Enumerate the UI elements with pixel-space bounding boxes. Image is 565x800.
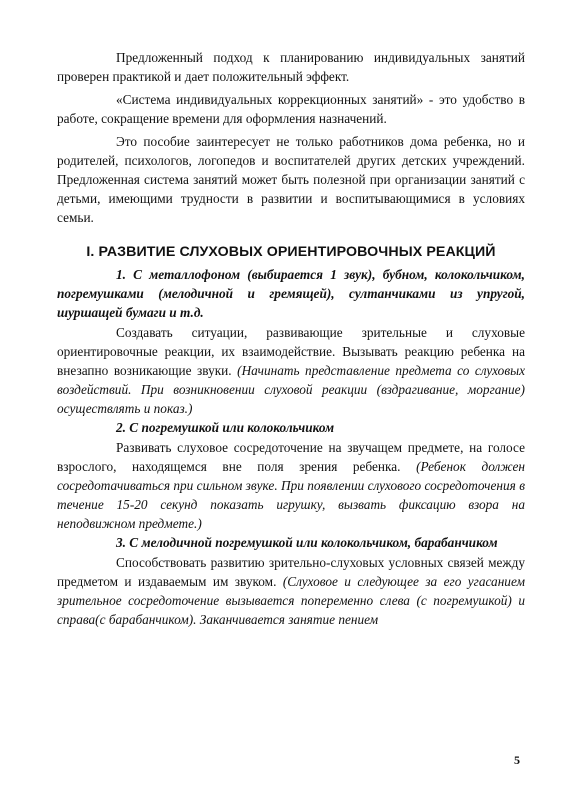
exercise-text: Создавать ситуации, развивающие зрительные и слуховые ориентировочные реакции, их взаимодействие. Вызывать реакцию ребенка на внезапно возникающие звуки. xyxy=(57,325,525,378)
exercise-body xyxy=(57,438,525,533)
intro-paragraph-3: Это пособие заинтересует не только работников дома ребенка, но и родителей, психологов, логопедов и воспитателей других детских учреждений. Предложенная система занятий может быть полезной при организации занятий с детьми, имеющими трудности в развитии и воспитывающимися в условиях семьи. xyxy=(57,134,525,225)
page-content xyxy=(57,48,525,629)
exercise-heading: 1. С металлофоном (выбирается 1 звук), бубном, колокольчиком, погремушками (мелодичной и гремящей), султанчиками из упругой, шуршащей бумаги и т.д. xyxy=(57,267,525,320)
exercise-text: Развивать слуховое сосредоточение на звучащем предмете, на голосе взрослого, находящемся вне поля зрения ребенка. xyxy=(57,440,525,474)
exercise-3 xyxy=(57,533,525,629)
exercise-1 xyxy=(57,265,525,418)
exercise-note: (Начинать представление предмета со слуховых воздействий. При возникновении слуховой реакции (вздрагивание, моргание) осуществлять и показ.) xyxy=(57,363,526,416)
exercise-heading: 3. С мелодичной погремушкой или колокольчиком, барабанчиком xyxy=(116,535,498,550)
intro-paragraph-1: Предложенный подход к планированию индивидуальных занятий проверен практикой и дает положительный эффект. xyxy=(57,50,525,84)
exercise-heading: 2. С погремушкой или колокольчиком xyxy=(116,420,335,435)
exercise-body xyxy=(57,323,525,418)
section-title: I. РАЗВИТИЕ СЛУХОВЫХ ОРИЕНТИРОВОЧНЫХ РЕАКЦИЙ xyxy=(86,244,496,260)
page-number: 5 xyxy=(514,753,520,767)
exercise-body xyxy=(57,553,525,629)
exercise-note: (Слуховое и следующее за его угасанием зрительное сосредоточение вызывается попеременно слева (с погремушкой) и справа(с барабанчиком). Заканчивается занятие пением xyxy=(57,574,526,627)
exercise-2 xyxy=(57,418,525,533)
exercise-text: Способствовать развитию зрительно-слуховых условных связей между предметом и издаваемым им звуком. xyxy=(57,555,525,589)
exercise-note: (Ребенок должен сосредотачиваться при сильном звуке. При появлении слухового сосредоточения в течение 15-20 секунд показать игрушку, вызвать фиксацию взора на неподвижном предмете.) xyxy=(57,459,525,531)
intro-paragraph-2: «Система индивидуальных коррекционных занятий» - это удобство в работе, сокращение времени для оформления назначений. xyxy=(57,92,525,126)
